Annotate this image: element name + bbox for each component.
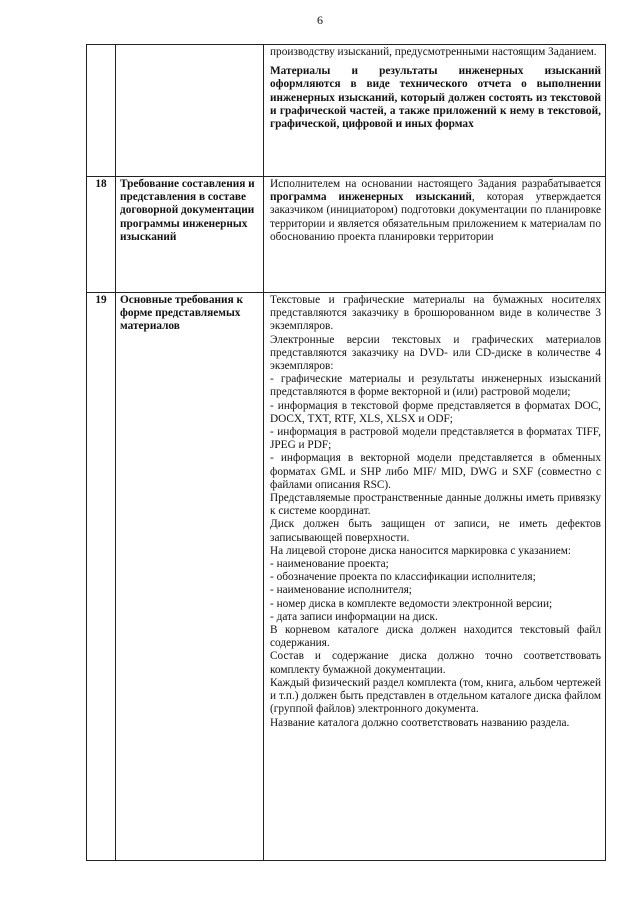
requirement-text-cell <box>264 177 606 293</box>
paragraph: - графические материалы и результаты инженерных изысканий представляются в форме векторной и (или) растровой модели; <box>270 373 601 399</box>
paragraph: - обозначение проекта по классификации исполнителя; <box>270 571 536 584</box>
row-number-cell: 19 <box>87 293 116 861</box>
requirement-title-cell: Основные требования к форме представляемых материалов <box>116 293 264 861</box>
requirement-title-cell <box>116 45 264 177</box>
text-segment-bold: программа инженерных изысканий <box>270 191 472 204</box>
paragraph: В корневом каталоге диска должен находится текстовый файл содержания. <box>270 624 601 650</box>
paragraph: На лицевой стороне диска наносится маркировка с указанием: <box>270 544 572 557</box>
paragraph <box>270 178 601 244</box>
page-number: 6 <box>317 13 323 27</box>
paragraph: - информация в векторной модели представляется в обменных форматах GML и SHP либо MIF/ MID, DWG и SXF (совместно с файлами описания RSC). <box>270 452 601 491</box>
paragraph: Электронные версии текстовых и графических материалов представляются заказчику на DVD- или CD-диске в количестве 4 экземпляров: <box>270 333 601 373</box>
paragraph: производству изысканий, предусмотренными настоящим Заданием. <box>270 46 597 58</box>
paragraph: Текстовые и графические материалы на бумажных носителях представляются заказчику в брошюрованном виде в количестве 3 экземпляров. <box>270 294 601 333</box>
paragraph: Состав и содержание диска должно точно соответствовать комплекту бумажной документации. <box>270 650 601 676</box>
paragraph-bold: Материалы и результаты инженерных изысканий оформляются в виде технического отчета о выполнении инженерных изысканий, который должен состоять из текстовой и графической частей, а также приложений к нему в текстовой, графической, цифровой и иных формах <box>270 65 601 131</box>
paragraph: Диск должен быть защищен от записи, не иметь дефектов записывающей поверхности. <box>270 518 601 544</box>
paragraph: - дата записи информации на диск. <box>270 610 438 623</box>
row-number-cell: 18 <box>87 177 116 293</box>
requirements-table <box>86 44 606 861</box>
row-number-cell <box>87 45 116 177</box>
paragraph: Представляемые пространственные данные должны иметь привязку к системе координат. <box>270 492 601 518</box>
table-row <box>87 45 606 177</box>
requirement-text-cell <box>264 45 606 177</box>
paragraph: - информация в растровой модели представляется в форматах TIFF, JPEG и PDF; <box>270 426 601 452</box>
paragraph: - информация в текстовой форме представляется в форматах DOC, DOCX, TXT, RTF, XLS, XLSX и ODF; <box>270 399 601 425</box>
table-row <box>87 177 606 293</box>
requirement-text-cell <box>264 293 606 861</box>
text-segment: , которая утверждается заказчиком (инициатором) подготовки документации по планировке территории и является обязательным приложением к материалам по обоснованию проекта планировки территории <box>270 191 601 243</box>
paragraph: - наименование проекта; <box>270 558 389 571</box>
requirement-title-cell: Требование составления и представления в составе договорной документации программы инженерных изысканий <box>116 177 264 293</box>
paragraph: Название каталога должно соответствовать названию раздела. <box>270 716 570 729</box>
text-segment: Исполнителем на основании настоящего Задания разрабатывается <box>270 178 601 190</box>
paragraph: - номер диска в комплекте ведомости электронной версии; <box>270 597 553 610</box>
paragraph: - наименование исполнителя; <box>270 584 412 597</box>
paragraph: Каждый физический раздел комплекта (том, книга, альбом чертежей и т.п.) должен быть представлен в отдельном каталоге диска файлом (группой файлов) электронного документа. <box>270 676 601 716</box>
table-row <box>87 293 606 861</box>
